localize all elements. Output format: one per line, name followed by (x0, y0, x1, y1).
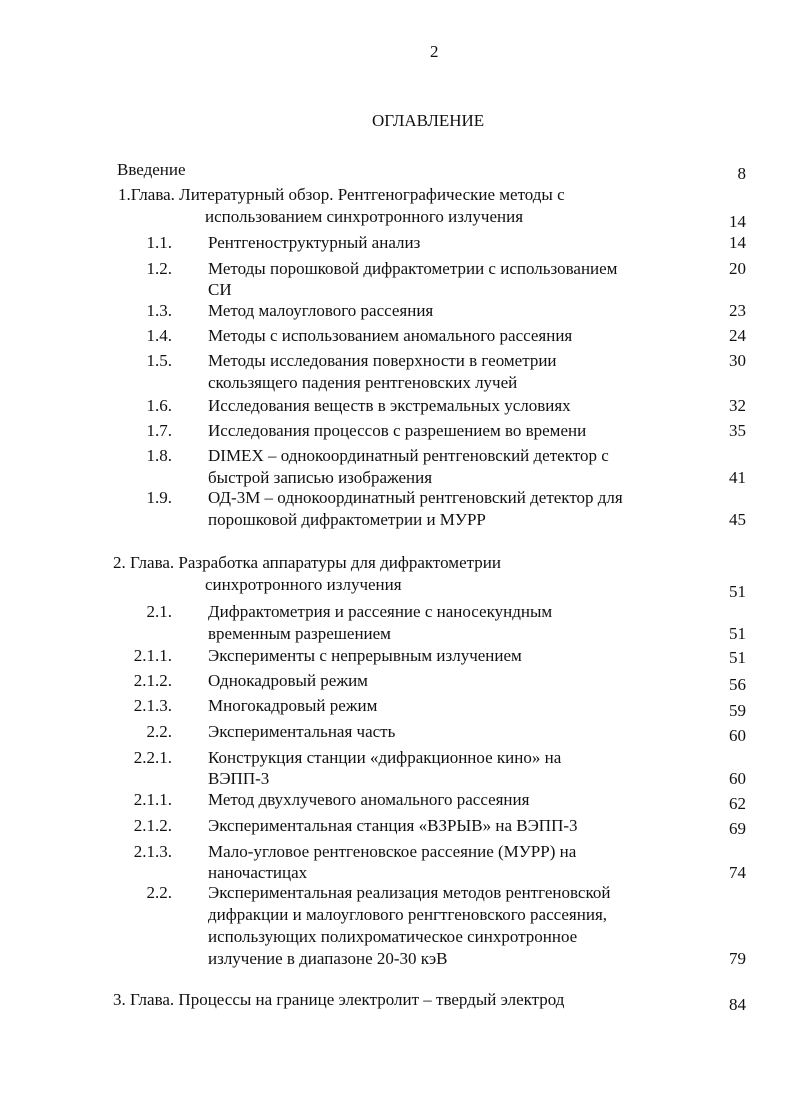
toc-page-number: 79 (729, 949, 746, 968)
toc-entry-title: Введение (117, 160, 186, 179)
toc-section-number: 2.1.1. (133, 646, 172, 665)
toc-section-number: 2.1. (146, 602, 172, 621)
toc-page-number: 14 (729, 233, 746, 252)
toc-chapter-title: 2. Глава. Разработка аппаратуры для дифрактометрии (113, 553, 501, 572)
toc-section-title: порошковой дифрактометрии и МУРР (208, 510, 486, 529)
toc-section-number: 1.2. (146, 259, 172, 278)
toc-section-title: использующих полихроматическое синхротронное (208, 927, 578, 946)
toc-section-title: ВЭПП-3 (208, 769, 270, 788)
toc-section-title: наночастицах (208, 863, 308, 882)
toc-page-number: 51 (729, 648, 746, 667)
toc-section-number: 2.2.1. (133, 748, 172, 767)
toc-section-title: Эксперименты с непрерывным излучением (208, 646, 522, 665)
toc-page-number: 35 (729, 421, 746, 440)
toc-page-number: 14 (729, 212, 746, 231)
toc-section-number: 2.1.3. (133, 842, 172, 861)
toc-chapter-title: 1.Глава. Литературный обзор. Рентгенографические методы с (118, 185, 565, 204)
toc-section-title: ОД-3М – однокоординатный рентгеновский детектор для (208, 488, 623, 507)
toc-page-number: 56 (729, 675, 746, 694)
toc-page-number: 69 (729, 819, 746, 838)
toc-section-number: 1.6. (146, 396, 172, 415)
toc-section-number: 2.2. (146, 883, 172, 902)
toc-section-title: быстрой записью изображения (208, 468, 433, 487)
toc-section-number: 1.7. (146, 421, 172, 440)
toc-section-number: 1.3. (146, 301, 172, 320)
toc-section-number: 2.1.2. (133, 671, 172, 690)
toc-section-number: 1.1. (146, 233, 172, 252)
toc-section-title: Метод малоуглового рассеяния (208, 301, 434, 320)
toc-page-number: 59 (729, 701, 746, 720)
toc-section-number: 1.4. (146, 326, 172, 345)
toc-page-number: 62 (729, 794, 746, 813)
toc-section-title: Методы исследования поверхности в геометрии (208, 351, 557, 370)
toc-section-title: Дифрактометрия и рассеяние с наносекундным (208, 602, 553, 621)
toc-section-title: Мало-угловое рентгеновское рассеяние (МУРР) на (208, 842, 577, 861)
toc-section-title: Методы с использованием аномального рассеяния (208, 326, 573, 345)
toc-chapter-title: синхротронного излучения (205, 575, 402, 594)
toc-section-title: Исследования процессов с разрешением во времени (208, 421, 587, 440)
toc-section-title: СИ (208, 280, 232, 299)
toc-page-number: 24 (729, 326, 746, 345)
toc-chapter-title: использованием синхротронного излучения (205, 207, 524, 226)
toc-section-number: 1.5. (146, 351, 172, 370)
toc-section-number: 2.1.1. (133, 790, 172, 809)
toc-section-number: 2.2. (146, 722, 172, 741)
toc-page-number: 45 (729, 510, 746, 529)
toc-section-title: Конструкция станции «дифракционное кино» на (208, 748, 562, 767)
toc-section-title: излучение в диапазоне 20-30 кэВ (208, 949, 448, 968)
toc-page-number: 30 (729, 351, 746, 370)
page-number: 2 (430, 42, 439, 61)
toc-page-number: 84 (729, 995, 746, 1014)
toc-section-number: 2.1.2. (133, 816, 172, 835)
toc-section-title: DIMEX – однокоординатный рентгеновский детектор с (208, 446, 609, 465)
toc-section-title: Исследования веществ в экстремальных условиях (208, 396, 571, 415)
toc-section-title: Методы порошковой дифрактометрии с использованием (208, 259, 618, 278)
toc-section-title: скользящего падения рентгеновских лучей (208, 373, 518, 392)
toc-section-title: временным разрешением (208, 624, 391, 643)
toc-section-title: Экспериментальная реализация методов рентгеновской (208, 883, 611, 902)
toc-chapter-title: 3. Глава. Процессы на границе электролит – твердый электрод (113, 990, 565, 1009)
toc-page-number: 23 (729, 301, 746, 320)
toc-section-title: Экспериментальная часть (208, 722, 396, 741)
toc-page-number: 20 (729, 259, 746, 278)
toc-page-number: 60 (729, 769, 746, 788)
toc-page-number: 8 (737, 164, 746, 183)
toc-page-number: 60 (729, 726, 746, 745)
toc-section-title: дифракции и малоуглового ренгтгеновского рассеяния, (208, 905, 608, 924)
toc-page-number: 74 (729, 863, 746, 882)
toc-section-title: Однокадровый режим (208, 671, 368, 690)
toc-section-title: Рентгеноструктурный анализ (208, 233, 421, 252)
toc-section-number: 1.9. (146, 488, 172, 507)
toc-section-number: 1.8. (146, 446, 172, 465)
toc-title: ОГЛАВЛЕНИЕ (372, 111, 485, 130)
toc-page-number: 51 (729, 582, 746, 601)
toc-section-title: Экспериментальная станция «ВЗРЫВ» на ВЭПП-3 (208, 816, 578, 835)
toc-section-number: 2.1.3. (133, 696, 172, 715)
toc-page-number: 41 (729, 468, 746, 487)
toc-page-number: 32 (729, 396, 746, 415)
toc-page-number: 51 (729, 624, 746, 643)
toc-section-title: Метод двухлучевого аномального рассеяния (208, 790, 530, 809)
toc-section-title: Многокадровый режим (208, 696, 378, 715)
